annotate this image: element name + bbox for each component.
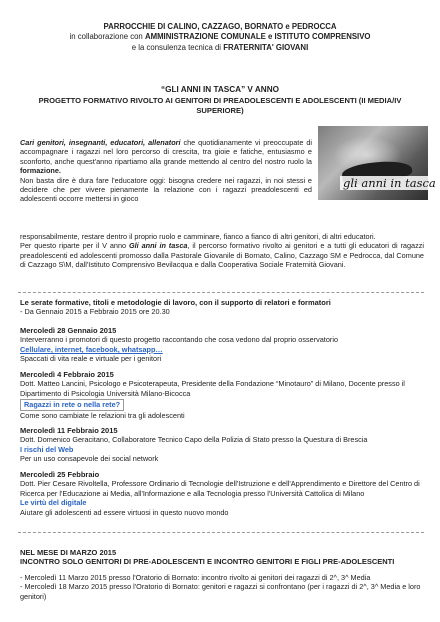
event-speaker: Dott. Domenico Geracitano, Collaboratore Tecnico Capo della Polizia di Stato presso la Questura di Brescia [20,435,368,445]
intro-third-text: , il percorso formativo rivolto ai genitori e a tutti gli educatori di ragazzi preadolescenti ed adolescenti promosso dalla Pastorale Giovanile di Bornato, Calino, Cazzago SM e Pedrocca, dal Comune di Cazzago S\M, dall'Istituto Comprensivo Bevilacqua e dalla Cooperativa Sociale Fraternità Giovani. [20,241,425,270]
event-topic: Ragazzi in rete o nella rete? [20,399,124,410]
event-topic: Cellulare, internet, facebook, whatsapp… [20,344,163,354]
intro-second-paragraph: Non basta dire è dura fare l'educatore oggi: bisogna credere nei ragazzi, in noi stessi e decidere che per vivere pienamente la relazione con i ragazzi preadolescenti ed adolescenti occorre mettersi in gioco [20,175,312,204]
collaboration-prefix: in collaborazione con [69,32,145,42]
parishes-line: PARROCCHIE DI CALINO, CAZZAGO, BORNATO e PEDROCCA [103,22,337,31]
consulting-partner: FRATERNITA' GIOVANI [223,42,309,52]
intro-paragraph [20,138,312,204]
event-date: Mercoledì 4 Febbraio 2015 [20,370,114,379]
march-subheading: INCONTRO SOLO GENITORI DI PRE-ADOLESCENTI E INCONTRO GENITORI E FIGLI PRE-ADOLESCENTI [20,557,395,567]
intro-formazione: formazione. [20,166,61,176]
photo-caption: gli anni in tasca [340,176,440,190]
collaboration-line [0,32,440,42]
intro-text: che quotidianamente vi preoccupate di accompagnare i ragazzi nel loro percorso di crescita, tra gioie e fatiche, entusiasmo e sconforto, anche quest'anno ripartiamo alla grande mettendo al centro del nostro ruolo la [20,138,313,166]
event-note: Spaccati di vita reale e virtuale per i genitori [20,354,162,364]
page-title: “GLI ANNI IN TASCA” V ANNO [161,85,279,94]
event-item [20,426,426,464]
event-note: Per un uso consapevole dei social network [20,454,159,464]
consulting-line [0,43,440,53]
event-speaker: Interverranno i promotori di questo progetto raccontando che cosa vedono dal proprio osservatorio [20,335,339,345]
event-note: Come sono cambiate le relazioni tra gli adolescenti [20,410,185,420]
evenings-section [20,298,426,317]
intro-third-prefix: Per questo riparte per il V anno [20,241,129,251]
collaboration-partners: AMMINISTRAZIONE COMUNALE e ISTITUTO COMPRENSIVO [144,32,371,42]
event-speaker: Dott. Matteo Lancini, Psicologo e Psicoterapeuta, Presidente della Fondazione “Minotauro” di Milano, Docente presso il Dipartimento di Psicologia Università Milano-Bicocca [20,379,405,398]
march-meeting-2: - Mercoledì 18 Marzo 2015 presso l'Oratorio di Bornato: genitori e ragazzi si confrontano (per i ragazzi di 2^, 3^ Media e loro genitori) [20,582,421,601]
march-heading: NEL MESE DI MARZO 2015 [20,548,117,557]
evenings-heading: Le serate formative, titoli e metodologie di lavoro, con il supporto di relatori e formatori [20,298,331,307]
divider [18,292,424,293]
event-date: Mercoledì 28 Gennaio 2015 [20,326,117,335]
divider [18,532,424,533]
event-date: Mercoledì 11 Febbraio 2015 [20,426,118,435]
intro-second-paragraph-end: responsabilmente, restare dentro il proprio ruolo e camminare, fianco a fianco di altri genitori, di altri educatori. [20,232,376,241]
project-name: Gli anni in tasca [128,241,188,251]
event-speaker: Dott. Pier Cesare Rivoltella, Professore Ordinario di Tecnologie dell'Istruzione e dell'Apprendimento e Direttore del Centro di Ricerca per l'Educazione ai Media, all'Informazione e alla Tecnologia presso l'Università Cattolica di Milano [20,479,420,498]
event-topic: I rischi del Web [20,444,74,454]
consulting-prefix: e la consulenza tecnica di [131,42,224,52]
march-section [20,548,426,601]
intro-addressees: Cari genitori, insegnanti, educatori, allenatori [20,138,181,147]
event-item [20,326,426,364]
event-note: Aiutare gli adolescenti ad essere virtuosi in questo nuovo mondo [20,507,229,517]
title-block [14,84,426,116]
event-item [20,470,426,517]
page-subtitle: PROGETTO FORMATIVO RIVOLTO AI GENITORI DI PREADOLESCENTI E ADOLESCENTI (II MEDIA/IV SUPERIORE) [38,96,402,115]
event-date: Mercoledì 25 Febbraio [20,470,100,479]
march-meeting-1: - Mercoledì 11 Marzo 2015 presso l'Oratorio di Bornato: incontro rivolto ai genitori dei ragazzi di 2^, 3^ Media [20,572,371,582]
event-item [20,370,426,420]
event-topic: Le virtù del digitale [20,498,87,508]
evenings-period: - Da Gennaio 2015 a Febbraio 2015 ore 20.30 [20,307,170,317]
intro-continued [20,232,424,270]
header [0,22,440,53]
